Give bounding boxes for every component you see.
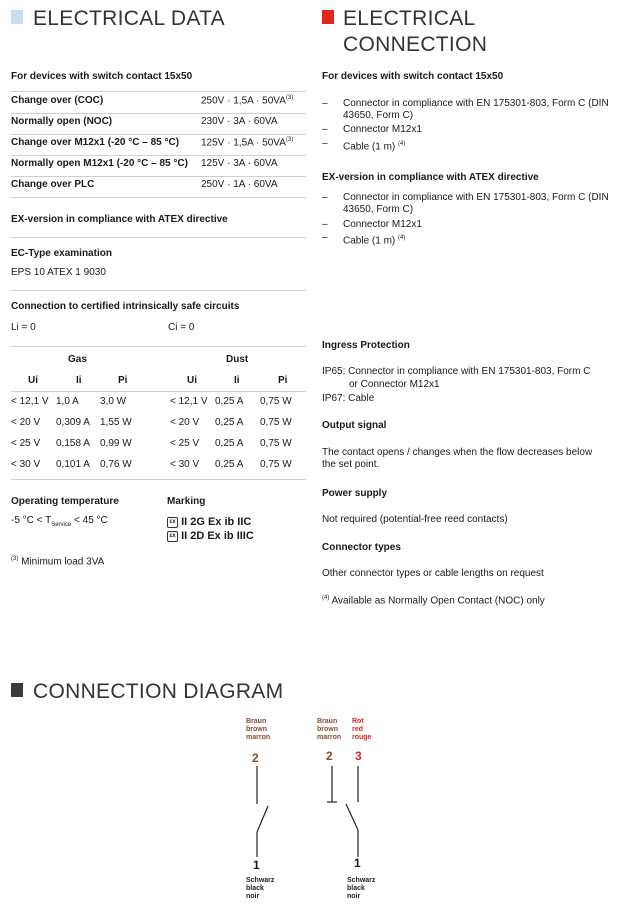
- col-pi: Pi: [278, 375, 288, 386]
- terminal-number: 2: [252, 751, 259, 765]
- ec-type-value: EPS 10 ATEX 1 9030: [11, 267, 106, 278]
- table-cell: 1,55 W: [100, 417, 132, 428]
- table-cell: 0,76 W: [100, 459, 132, 470]
- table-cell: < 12,1 V: [170, 396, 208, 407]
- section-marker-icon: [322, 10, 334, 24]
- spec-value: 230V · 3A · 60VA: [201, 116, 278, 127]
- col-ii: Ii: [234, 375, 240, 386]
- marking-line: εx II 2G Ex ib IIC: [167, 516, 251, 528]
- connection-diagram-title: CONNECTION DIAGRAM: [33, 680, 284, 703]
- table-cell: 0,25 A: [215, 396, 244, 407]
- list-item: – Cable (1 m) $^{(4)}$: [322, 232, 406, 247]
- col-ui: Ui: [28, 375, 38, 386]
- divider: [11, 479, 306, 480]
- list-item: – Cable (1 m) $^{(4)}$: [322, 138, 406, 153]
- connector-heading: Connector types: [322, 542, 401, 553]
- electrical-connection-title: ELECTRICAL CONNECTION: [343, 7, 488, 56]
- terminal-number: 1: [253, 858, 260, 872]
- list-item: – Connector M12x1: [322, 124, 422, 135]
- table-cell: 0,75 W: [260, 396, 292, 407]
- coc-switch-symbol: [320, 764, 370, 859]
- table-cell: < 30 V: [11, 459, 41, 470]
- noc-switch-symbol: [240, 764, 280, 859]
- li-value: Li = 0: [11, 322, 36, 333]
- wire-label-brown: Braun brown marron: [317, 718, 342, 741]
- divider: [11, 237, 306, 238]
- table-cell: 0,309 A: [56, 417, 90, 428]
- spec-row: [11, 134, 306, 156]
- spec-row: [11, 92, 306, 114]
- marking-line: εx II 2D Ex ib IIIC: [167, 530, 254, 542]
- right-ex-heading: EX-version in compliance with ATEX directive: [322, 172, 539, 183]
- section-marker-icon: [11, 683, 23, 697]
- terminal-number: 2: [326, 749, 333, 763]
- spec-value: $125V \cdot 1,5A \cdot 50VA^{(3)}$: [201, 137, 294, 149]
- right-section-heading: For devices with switch contact 15x50: [322, 71, 504, 82]
- table-cell: 0,99 W: [100, 438, 132, 449]
- spec-value: 125V · 3A · 60VA: [201, 158, 278, 169]
- spec-value: 250V · 1A · 60VA: [201, 179, 278, 190]
- left-footnote: $^{(3)}$ Minimum load 3VA: [11, 556, 105, 568]
- spec-label: Change over M12x1 (-20 °C – 85 °C): [11, 137, 180, 148]
- op-temp-heading: Operating temperature: [11, 496, 119, 507]
- output-text: The contact opens / changes when the flow decreases below the set point.: [322, 447, 593, 470]
- marking-heading: Marking: [167, 496, 206, 507]
- col-pi: Pi: [118, 375, 128, 386]
- table-cell: < 12,1 V: [11, 396, 49, 407]
- table-cell: < 25 V: [170, 438, 200, 449]
- spec-label: Change over PLC: [11, 179, 95, 190]
- spec-label: Normally open (NOC): [11, 116, 113, 127]
- op-temp-value: -5 $^\circ C < T_{Service} < 45$ °C: [11, 515, 108, 528]
- table-cell: 0,75 W: [260, 417, 292, 428]
- divider: [11, 391, 306, 392]
- wire-label-black: Schwarz black noir: [347, 877, 376, 900]
- dust-heading: Dust: [226, 354, 249, 365]
- terminal-number: 1: [354, 856, 361, 870]
- power-text: Not required (potential-free reed contacts): [322, 514, 508, 525]
- left-section-heading: For devices with switch contact 15x50: [11, 71, 193, 82]
- table-cell: 0,101 A: [56, 459, 90, 470]
- section-marker-icon: [11, 10, 23, 24]
- table-cell: < 20 V: [170, 417, 200, 428]
- table-cell: 0,158 A: [56, 438, 90, 449]
- table-cell: 3,0 W: [100, 396, 127, 407]
- spec-label: Change over (COC): [11, 95, 104, 106]
- table-cell: 0,25 A: [215, 417, 244, 428]
- ex-mark-icon: εx: [167, 517, 178, 528]
- ip67-text: IP67: Cable: [322, 393, 375, 404]
- intrinsic-heading: Connection to certified intrinsically safe circuits: [11, 301, 240, 312]
- gas-heading: Gas: [68, 354, 87, 365]
- ex-mark-icon: εx: [167, 531, 178, 542]
- power-heading: Power supply: [322, 488, 388, 499]
- col-ui: Ui: [187, 375, 197, 386]
- table-cell: 0,25 A: [215, 438, 244, 449]
- ip65-text-cont: or Connector M12x1: [349, 379, 440, 390]
- spec-label: Normally open M12x1 (-20 °C – 85 °C): [11, 158, 188, 169]
- electrical-data-title: ELECTRICAL DATA: [33, 7, 225, 30]
- wire-label-black: Schwarz black noir: [246, 877, 275, 900]
- ec-type-heading: EC-Type examination: [11, 248, 112, 259]
- ip65-text: IP65: Connector in compliance with EN 175301-803, Form C: [322, 366, 591, 377]
- table-cell: < 25 V: [11, 438, 41, 449]
- terminal-number: 3: [355, 749, 362, 763]
- ex-version-heading: EX-version in compliance with ATEX directive: [11, 214, 228, 225]
- col-ii: Ii: [76, 375, 82, 386]
- list-item: – Connector in compliance with EN 175301-803, Form C (DIN 43650, Form C): [322, 192, 609, 215]
- wire-label-brown: Braun brown marron: [246, 718, 271, 741]
- ci-value: Ci = 0: [168, 322, 195, 333]
- ingress-heading: Ingress Protection: [322, 340, 410, 351]
- spec-row: [11, 113, 306, 135]
- spec-row: [11, 155, 306, 177]
- wire-label-red: Rot red rouge: [352, 718, 372, 741]
- output-heading: Output signal: [322, 420, 387, 431]
- table-cell: 1,0 A: [56, 396, 79, 407]
- list-item: – Connector in compliance with EN 175301-803, Form C (DIN 43650, Form C): [322, 98, 609, 121]
- table-cell: 0,75 W: [260, 438, 292, 449]
- right-footnote: $^{(4)}$ Available as Normally Open Contact (NOC) only: [322, 595, 545, 607]
- divider: [11, 290, 306, 291]
- divider: [11, 346, 306, 347]
- list-item: – Connector M12x1: [322, 219, 422, 230]
- spec-row: [11, 176, 306, 198]
- spec-value: $250V \cdot 1,5A \cdot 50VA^{(3)}$: [201, 95, 294, 107]
- table-cell: 0,75 W: [260, 459, 292, 470]
- connector-text: Other connector types or cable lengths on request: [322, 568, 544, 579]
- table-cell: 0,25 A: [215, 459, 244, 470]
- table-cell: < 30 V: [170, 459, 200, 470]
- table-cell: < 20 V: [11, 417, 41, 428]
